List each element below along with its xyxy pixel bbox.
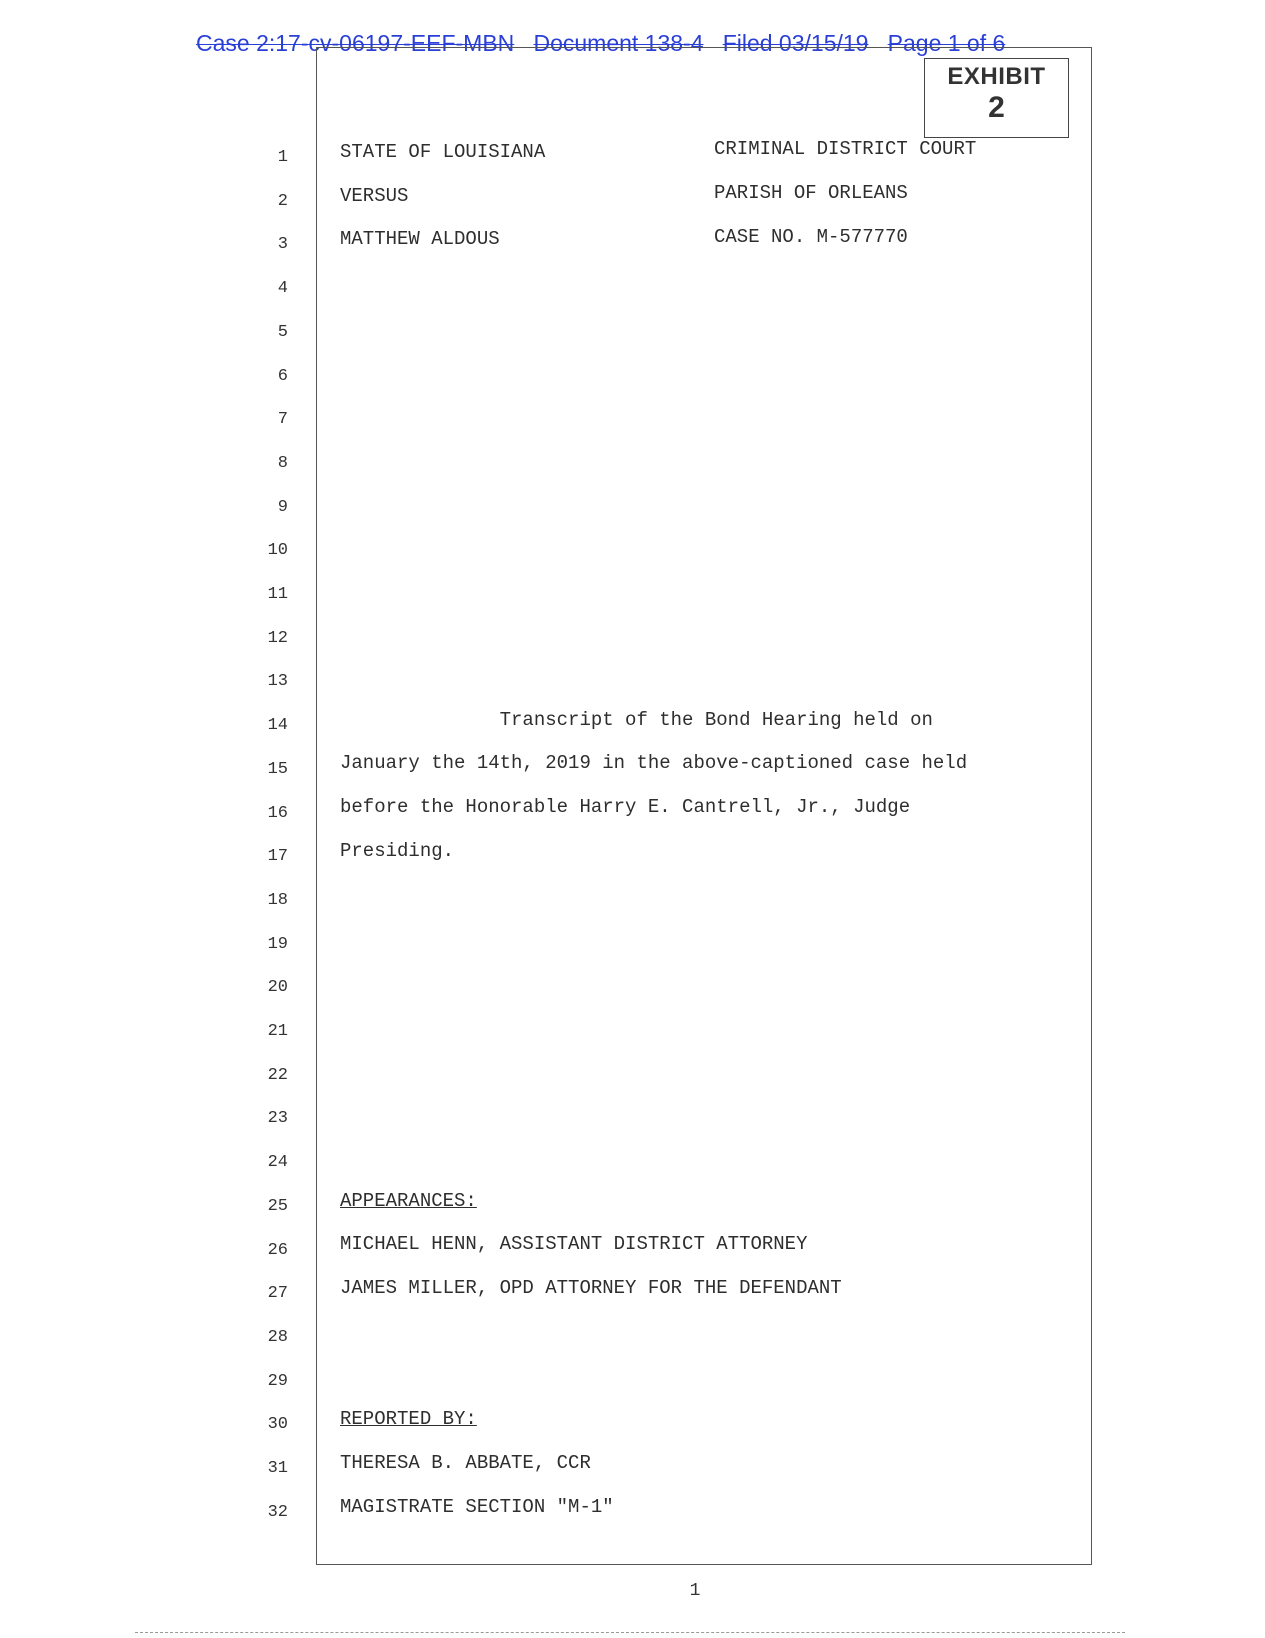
line-number: 9 <box>277 497 288 517</box>
exhibit-number: 2 <box>988 91 1005 124</box>
stamp-filed: Filed 03/15/19 <box>722 30 869 56</box>
line-number: 21 <box>267 1022 288 1041</box>
line-number: 5 <box>277 322 288 342</box>
line-number: 10 <box>267 541 288 561</box>
appearances-heading: APPEARANCES: <box>340 1190 477 1212</box>
stamp-document: Document 138-4 <box>533 30 704 56</box>
line-number: 32 <box>267 1502 288 1522</box>
line-number: 6 <box>277 366 288 386</box>
stamp-page: Page 1 of 6 <box>887 30 1006 56</box>
page-number: 1 <box>689 1581 701 1601</box>
line-number: 30 <box>267 1415 288 1435</box>
line-number: 4 <box>277 279 288 299</box>
reporter-name: THERESA B. ABBATE, CCR <box>340 1452 591 1474</box>
line-number: 22 <box>267 1065 288 1085</box>
line-number: 11 <box>267 585 288 604</box>
line-number: 23 <box>267 1109 288 1129</box>
caption-parish: PARISH OF ORLEANS <box>714 182 908 204</box>
line-number: 14 <box>267 716 288 736</box>
line-number: 26 <box>267 1240 288 1260</box>
transcript-line-15: January the 14th, 2019 in the above-captioned case held <box>340 752 968 774</box>
appearance-defense: JAMES MILLER, OPD ATTORNEY FOR THE DEFENDANT <box>340 1277 842 1299</box>
line-number: 19 <box>267 934 288 954</box>
line-number: 3 <box>277 235 288 255</box>
transcript-line-17: Presiding. <box>340 840 455 862</box>
bottom-divider <box>135 1632 1125 1633</box>
line-number: 1 <box>277 148 288 167</box>
line-number: 27 <box>267 1284 288 1304</box>
line-number: 20 <box>267 978 288 998</box>
line-number: 29 <box>267 1371 288 1391</box>
line-number: 25 <box>267 1196 288 1216</box>
line-number: 18 <box>267 890 288 910</box>
reporter-section: MAGISTRATE SECTION "M-1" <box>340 1496 614 1518</box>
exhibit-label: EXHIBIT <box>947 63 1046 90</box>
line-number: 28 <box>267 1327 288 1347</box>
line-number: 2 <box>277 191 288 211</box>
line-number: 16 <box>267 803 288 823</box>
line-number: 12 <box>267 628 288 648</box>
caption-state: STATE OF LOUISIANA <box>340 141 546 163</box>
transcript-line-14: Transcript of the Bond Hearing held on <box>340 709 933 731</box>
caption-case-number: CASE NO. M-577770 <box>714 226 908 248</box>
line-number: 24 <box>267 1153 288 1173</box>
reported-by-heading: REPORTED BY: <box>340 1408 477 1430</box>
caption-court: CRIMINAL DISTRICT COURT <box>714 138 977 160</box>
caption-defendant: MATTHEW ALDOUS <box>340 228 500 250</box>
line-number: 8 <box>277 453 288 473</box>
exhibit-sticker <box>924 58 1069 138</box>
line-number: 7 <box>277 410 288 430</box>
caption-versus: VERSUS <box>340 185 409 207</box>
line-number: 15 <box>267 759 288 779</box>
line-number: 31 <box>267 1459 288 1478</box>
line-number: 17 <box>267 847 288 867</box>
stamp-case: Case 2:17-cv-06197-EEF-MBN <box>196 30 515 56</box>
line-number: 13 <box>267 672 288 692</box>
appearance-prosecutor: MICHAEL HENN, ASSISTANT DISTRICT ATTORNEY <box>340 1233 808 1255</box>
transcript-line-16: before the Honorable Harry E. Cantrell, Jr., Judge <box>340 796 911 818</box>
